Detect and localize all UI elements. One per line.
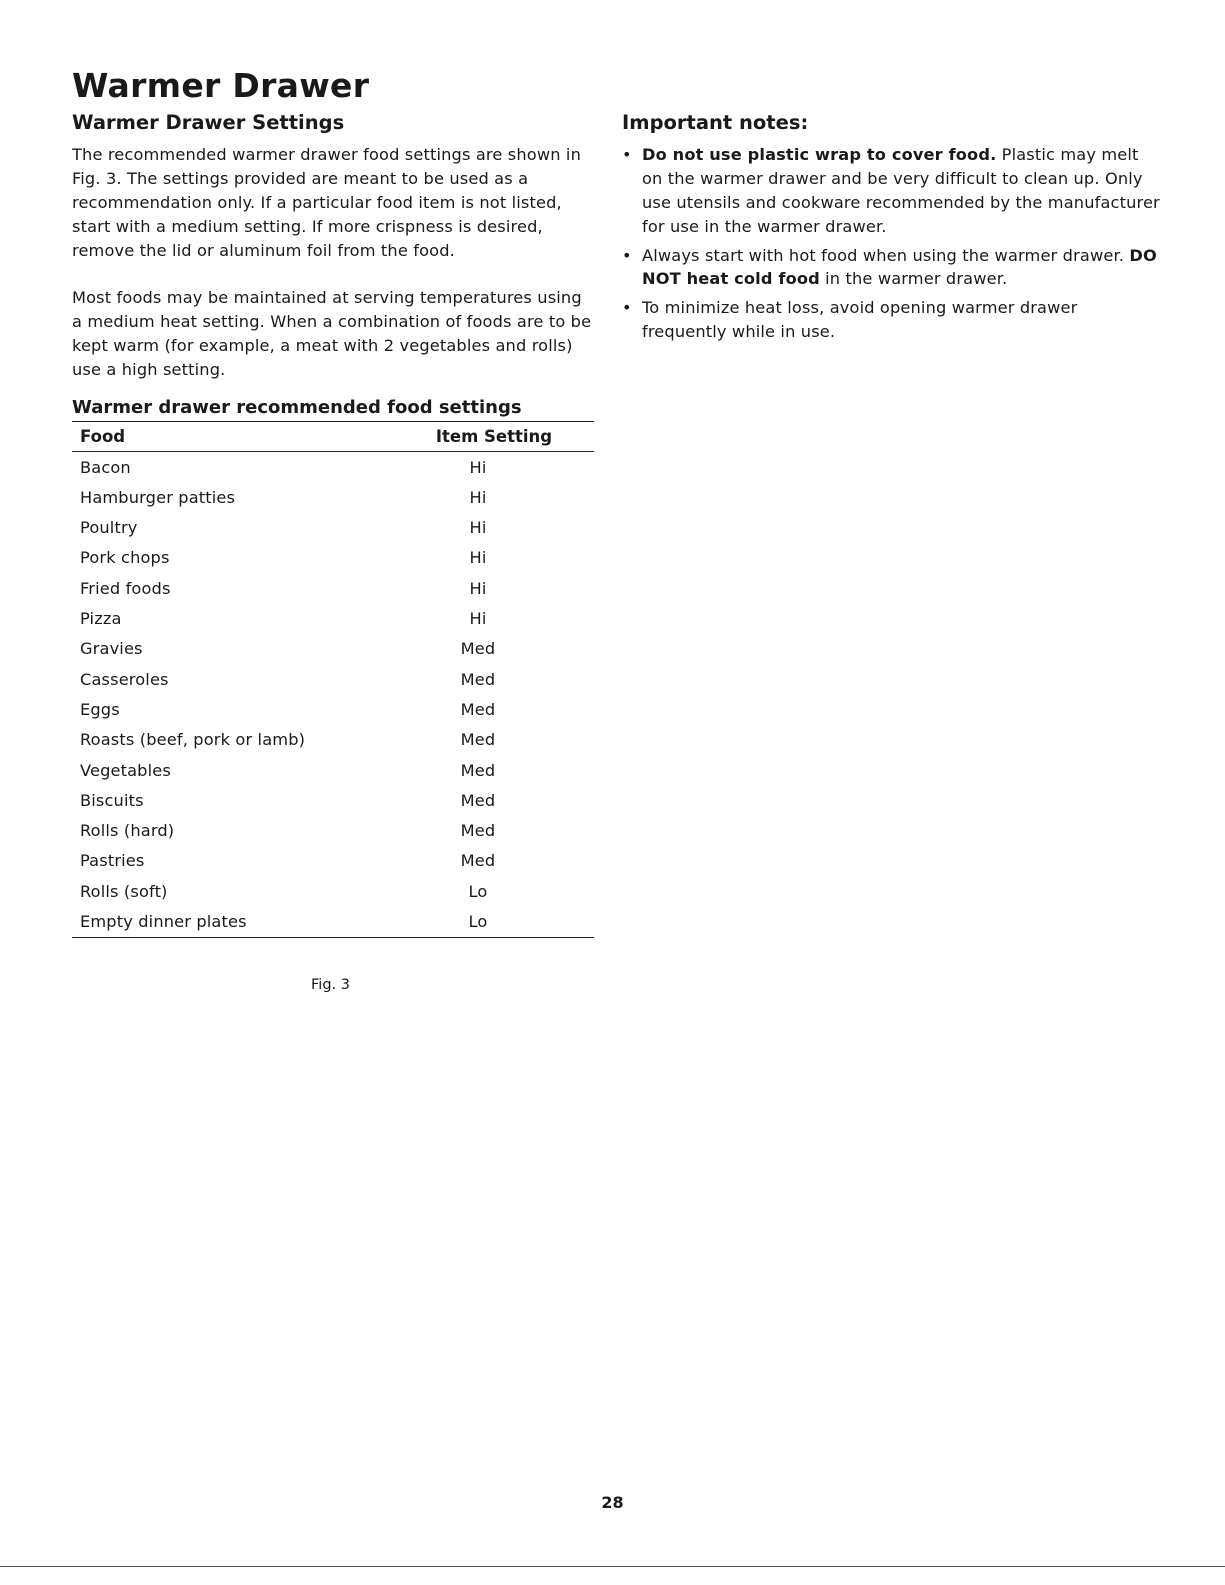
- food-name: Fried foods: [80, 578, 171, 598]
- table-row: [72, 482, 594, 512]
- food-name: Poultry: [80, 518, 138, 538]
- food-name: Casseroles: [80, 669, 169, 689]
- notes-heading: Important notes:: [622, 111, 809, 134]
- page-title: Warmer Drawer: [72, 66, 370, 105]
- food-setting: Hi: [469, 609, 487, 629]
- note-emphasis: DO NOT heat cold food: [642, 245, 1157, 289]
- food-setting: Hi: [469, 578, 487, 598]
- food-name: Pizza: [80, 609, 122, 629]
- table-body: [72, 451, 594, 937]
- food-name: Roasts (beef, pork or lamb): [80, 730, 306, 750]
- food-setting: Lo: [468, 881, 488, 901]
- food-setting: Med: [460, 669, 496, 689]
- table-row: [72, 573, 594, 603]
- table-row: [72, 634, 594, 664]
- table-row: [72, 755, 594, 785]
- note-text: Always start with hot food when using the warmer drawer.: [642, 245, 1130, 265]
- food-name: Rolls (soft): [80, 881, 168, 901]
- header-item-setting: Item Setting: [394, 422, 594, 452]
- settings-column: [72, 110, 594, 938]
- food-setting: Lo: [394, 906, 594, 937]
- table-row: [72, 815, 594, 845]
- table-row: [72, 603, 594, 633]
- food-setting: Hi: [469, 457, 487, 477]
- notes-column: [622, 110, 1162, 349]
- food-name: Empty dinner plates: [72, 906, 394, 937]
- table-row: [72, 785, 594, 815]
- food-setting: Med: [460, 851, 496, 871]
- food-setting: Med: [460, 760, 496, 780]
- table-row: [72, 513, 594, 543]
- table-row: [72, 543, 594, 573]
- food-setting: Med: [460, 821, 496, 841]
- figure-caption: Fig. 3: [311, 977, 350, 993]
- food-settings-table: [72, 422, 594, 938]
- food-setting: Hi: [469, 518, 487, 538]
- note-item: [622, 296, 1162, 344]
- food-name: Vegetables: [80, 760, 171, 780]
- food-table-title: Warmer drawer recommended food settings: [72, 396, 594, 422]
- bullet-icon: •: [622, 298, 632, 318]
- food-setting: Hi: [469, 548, 487, 568]
- notes-list: [622, 143, 1162, 343]
- food-name: Biscuits: [80, 790, 144, 810]
- table-row: [72, 694, 594, 724]
- food-setting: Med: [460, 699, 496, 719]
- table-row: [72, 725, 594, 755]
- table-row: [72, 846, 594, 876]
- food-name: Rolls (hard): [80, 821, 175, 841]
- note-text-after: in the warmer drawer.: [819, 269, 1008, 289]
- note-text: To minimize heat loss, avoid opening warmer drawer frequently while in use.: [642, 298, 1078, 341]
- food-name: Bacon: [80, 457, 131, 477]
- note-item: [622, 244, 1162, 292]
- food-setting: Med: [460, 790, 496, 810]
- food-setting: Med: [460, 730, 496, 750]
- note-item: [622, 143, 1162, 238]
- food-setting: Hi: [469, 487, 487, 507]
- food-name: Hamburger patties: [80, 487, 236, 507]
- bottom-rule: [0, 1566, 1225, 1567]
- header-food: Food: [72, 422, 394, 452]
- table-row: [72, 876, 594, 906]
- table-row: [72, 906, 594, 937]
- food-name: Eggs: [80, 699, 120, 719]
- settings-paragraph-2: Most foods may be maintained at serving temperatures using a medium heat setting. When a combination of foods are to be kept warm (for example, a meat with 2 vegetables and rolls) use a high setting.: [72, 288, 592, 379]
- page-number: 28: [601, 1493, 624, 1512]
- table-row: [72, 451, 594, 482]
- settings-paragraph-1: The recommended warmer drawer food settings are shown in Fig. 3. The settings provided are meant to be used as a recommendation only. If a particular food item is not listed, start with a medium setting. If more crispness is desired, remove the lid or aluminum foil from the food.: [72, 145, 581, 260]
- bullet-icon: •: [622, 245, 632, 265]
- food-name: Pork chops: [80, 548, 170, 568]
- table-header-row: [72, 422, 594, 452]
- settings-heading: Warmer Drawer Settings: [72, 111, 345, 134]
- food-name: Pastries: [80, 851, 145, 871]
- bullet-icon: •: [622, 145, 632, 165]
- food-name: Gravies: [80, 639, 143, 659]
- note-text-after: Plastic may melt on the warmer drawer and be very difficult to clean up. Only use utensils and cookware recommended by the manufacturer for use in the warmer drawer.: [642, 145, 1160, 236]
- note-emphasis: Do not use plastic wrap to cover food.: [642, 145, 997, 165]
- food-setting: Med: [460, 639, 496, 659]
- table-row: [72, 664, 594, 694]
